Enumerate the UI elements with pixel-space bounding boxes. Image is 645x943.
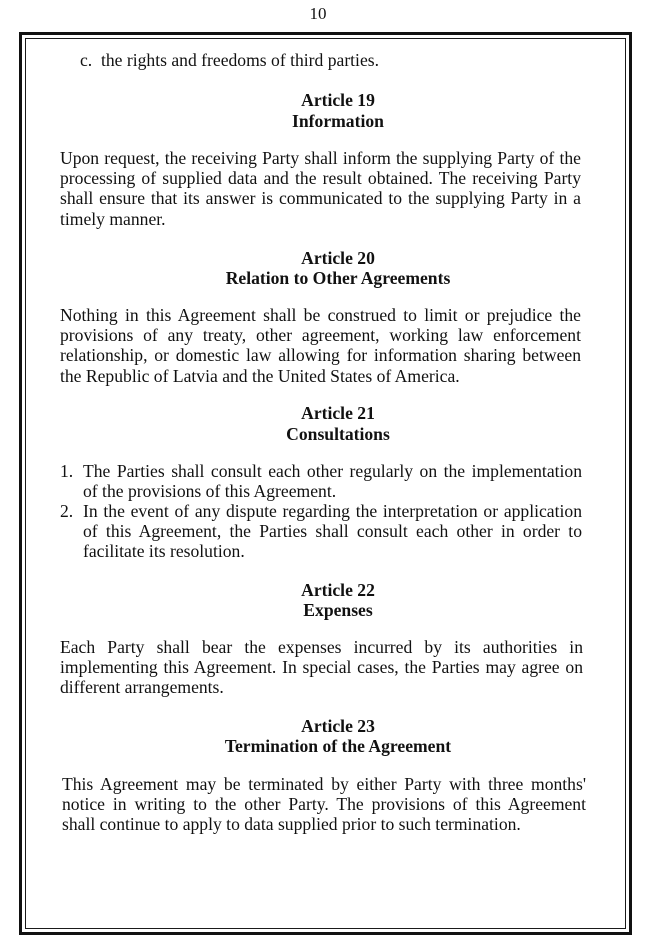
- article-22-paragraph: [60, 637, 583, 698]
- list-item-marker: c.: [80, 50, 93, 70]
- paragraph-line: This Agreement may be terminated by either Party with three months': [62, 774, 586, 794]
- article-23-number: Article 23: [301, 716, 375, 736]
- paragraph-line: relationship, or domestic law allowing for information sharing between: [60, 345, 581, 366]
- list-item-text: [83, 501, 582, 562]
- list-item-marker: 2.: [60, 501, 74, 521]
- paragraph-line: Nothing in this Agreement shall be construed to limit or prejudice the: [60, 305, 581, 325]
- paragraph-line: processing of supplied data and the result obtained. The receiving Party: [60, 168, 581, 189]
- article-21-number: Article 21: [301, 403, 375, 423]
- list-item-text: [83, 461, 582, 501]
- article-20-number: Article 20: [301, 248, 375, 268]
- list-item-line: of this Agreement, the Parties shall consult each other in order to: [83, 521, 582, 542]
- page-number: 10: [309, 4, 327, 23]
- paragraph-line: shall ensure that its answer is communicated to the supplying Party in a: [60, 188, 581, 209]
- paragraph-line: notice in writing to the other Party. The provisions of this Agreement: [62, 794, 586, 815]
- paragraph-line: provisions of any treaty, other agreement, working law enforcement: [60, 325, 581, 346]
- article-20-title: Relation to Other Agreements: [225, 268, 451, 288]
- paragraph-line: Upon request, the receiving Party shall inform the supplying Party of the: [60, 148, 581, 168]
- article-19-title: Information: [292, 111, 384, 131]
- article-20-paragraph: [60, 305, 581, 386]
- article-23-title: Termination of the Agreement: [224, 736, 452, 756]
- article-19-paragraph: [60, 148, 581, 229]
- paragraph-line: shall continue to apply to data supplied prior to such termination.: [62, 814, 521, 835]
- paragraph-line: the Republic of Latvia and the United States of America.: [60, 365, 460, 386]
- paragraph-line: Each Party shall bear the expenses incurred by its authorities in: [60, 637, 583, 657]
- list-item-line: of the provisions of this Agreement.: [83, 481, 337, 502]
- article-21-title: Consultations: [286, 424, 390, 444]
- paragraph-line: different arrangements.: [60, 677, 224, 698]
- list-item-line: In the event of any dispute regarding the interpretation or application: [83, 501, 582, 521]
- list-item-marker: 1.: [60, 461, 74, 481]
- article-22-title: Expenses: [303, 600, 373, 620]
- paragraph-line: implementing this Agreement. In special cases, the Parties may agree on: [60, 657, 583, 678]
- article-23-paragraph: [62, 774, 586, 835]
- article-22-number: Article 22: [301, 580, 375, 600]
- list-item-text: the rights and freedoms of third parties.: [101, 50, 380, 70]
- article-19-number: Article 19: [301, 90, 375, 110]
- paragraph-line: timely manner.: [60, 208, 166, 229]
- list-item-line: facilitate its resolution.: [83, 541, 245, 562]
- list-item-line: The Parties shall consult each other regularly on the implementation: [83, 461, 582, 481]
